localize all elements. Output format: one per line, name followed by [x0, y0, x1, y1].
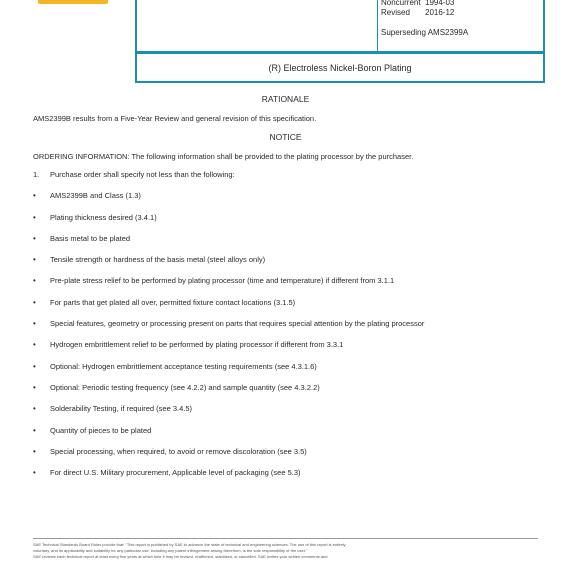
bullet-icon	[33, 383, 50, 404]
bullet-icon	[33, 234, 50, 255]
revised-label: Revised	[381, 8, 410, 17]
list-item	[33, 191, 538, 212]
document-title-box	[135, 52, 545, 83]
list-item-text: Tensile strength or hardness of the basis metal (steel alloys only)	[50, 255, 266, 265]
list-item-text: Hydrogen embrittlement relief to be performed by plating processor if different from 3.3.1	[50, 340, 344, 350]
bullet-icon	[33, 319, 50, 340]
revised-row	[381, 8, 468, 18]
bullet-icon	[33, 255, 50, 276]
list-item	[33, 319, 538, 340]
list-item-text: For parts that get plated all over, permitted fixture contact locations (3.1.5)	[50, 297, 296, 307]
bullet-icon	[33, 213, 50, 234]
noncurrent-row	[381, 0, 468, 8]
list-item	[33, 276, 538, 297]
list-item	[33, 447, 538, 468]
list-item	[33, 340, 538, 361]
ordering-requirements-list	[33, 170, 538, 489]
list-number: 1.	[33, 170, 40, 179]
list-item	[33, 362, 538, 383]
list-item-text: Plating thickness desired (3.4.1)	[50, 212, 157, 222]
bullet-icon	[33, 362, 50, 383]
list-item-text: Pre-plate stress relief to be performed by plating processor (time and temperature) if different from 3.1.1	[50, 276, 395, 286]
bullet-icon	[33, 468, 50, 489]
list-item-text: Special features, geometry or processing present on parts that requires special attention by the plating processor	[50, 319, 425, 329]
list-item-text: AMS2399B and Class (1.3)	[50, 191, 141, 201]
list-item-text: Special processing, when required, to avoid or remove discoloration (see 3.5)	[50, 446, 307, 456]
bullet-icon	[33, 404, 50, 425]
list-item	[33, 404, 538, 425]
list-item	[33, 170, 538, 191]
notice-heading: NOTICE	[269, 132, 302, 142]
noncurrent-value: 1994-03	[425, 0, 455, 7]
list-item	[33, 255, 538, 276]
superseding-text: Superseding AMS2399A	[381, 28, 469, 37]
notice-text: ORDERING INFORMATION: The following information shall be provided to the plating processor by the purchaser.	[33, 152, 414, 161]
revised-value: 2016-12	[425, 8, 455, 17]
list-item	[33, 298, 538, 319]
document-title: (R) Electroless Nickel-Boron Plating	[268, 62, 412, 73]
rationale-text: AMS2399B results from a Five-Year Review and general revision of this specification.	[33, 114, 317, 123]
sae-logo-fragment	[38, 0, 108, 4]
footer-line: voluntary, and its applicability and suitability for any particular use, including any patent infringement arising therefrom, is the sole responsibility of the user."	[33, 548, 308, 553]
list-item-text: Basis metal to be plated	[50, 233, 131, 243]
list-item	[33, 213, 538, 234]
bullet-icon	[33, 298, 50, 319]
list-item	[33, 234, 538, 255]
footer-line: SAE reviews each technical report at least every five years at which time it may be revised, reaffirmed, stabilized, or cancelled. SAE invites your written comments and	[33, 554, 328, 559]
footer-notice	[33, 538, 538, 560]
bullet-icon	[33, 191, 50, 212]
list-item	[33, 383, 538, 404]
footer-line: SAE Technical Standards Board Rules provide that: "This report is published by SAE to advance the state of technical and engineering sciences. The use of this report is entirely	[33, 542, 346, 547]
list-item-text: Optional: Periodic testing frequency (see 4.2.2) and sample quantity (see 4.3.2.2)	[50, 382, 320, 392]
bullet-icon	[33, 340, 50, 361]
noncurrent-label: Noncurrent	[381, 0, 421, 7]
list-item-text: Solderability Testing, if required (see 3.4.5)	[50, 404, 193, 414]
bullet-icon	[33, 447, 50, 468]
bullet-icon	[33, 426, 50, 447]
list-item	[33, 426, 538, 447]
list-item-text: Quantity of pieces to be plated	[50, 425, 152, 435]
document-info	[381, 0, 468, 38]
rationale-heading: RATIONALE	[261, 94, 310, 104]
document-body	[33, 94, 538, 489]
header-box	[135, 0, 545, 53]
list-item	[33, 468, 538, 489]
bullet-icon	[33, 276, 50, 297]
list-item-text: Optional: Hydrogen embrittlement acceptance testing requirements (see 4.3.1.6)	[50, 361, 317, 371]
header-left-cell	[137, 0, 378, 51]
list-item-text: For direct U.S. Military procurement, Applicable level of packaging (see 5.3)	[50, 468, 301, 478]
list-item-text: Purchase order shall specify not less than the following:	[50, 170, 235, 179]
